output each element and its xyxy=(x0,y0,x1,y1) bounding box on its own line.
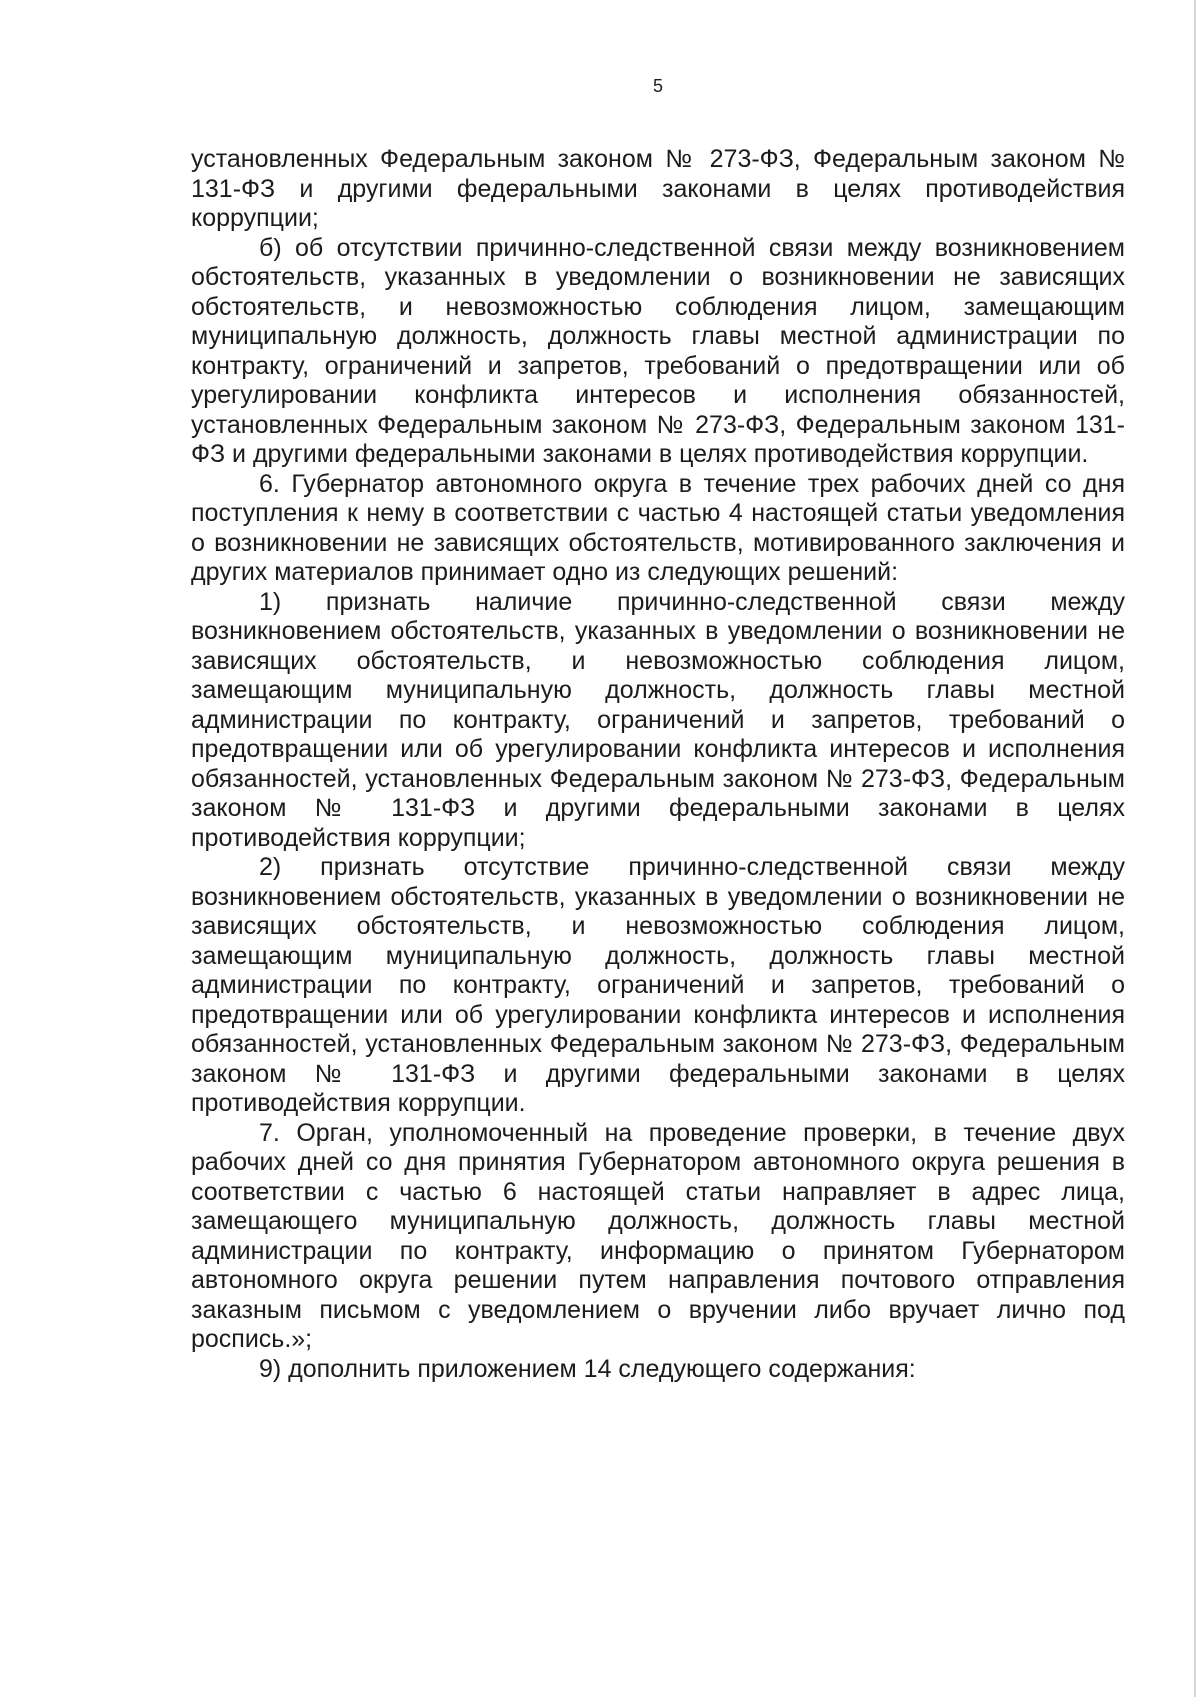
paragraph-6-1: 1) признать наличие причинно-следственной связи между возникновением обстоятельств, указанных в уведомлении о возникновении не зависящих обстоятельств, и невозможностью соблюдения лицом, замещающим муниципальную должность, должность главы местной администрации по контракту, ограничений и запретов, требований о предотвращении или об урегулировании конфликта интересов и исполнения обязанностей, установленных Федеральным законом № 273-ФЗ, Федеральным законом № 131-ФЗ и другими федеральными законами в целях противодействия коррупции; xyxy=(191,587,1125,852)
paragraph-6: 6. Губернатор автономного округа в течение трех рабочих дней со дня поступления к нему в соответствии с частью 4 настоящей статьи уведомления о возникновении не зависящих обстоятельств, мотивированного заключения и других материалов принимает одно из следующих решений: xyxy=(191,469,1125,586)
paragraph-9: 9) дополнить приложением 14 следующего содержания: xyxy=(259,1354,916,1383)
page-edge-shadow xyxy=(1194,0,1196,1697)
document-body xyxy=(191,145,1125,1384)
paragraph-6-2: 2) признать отсутствие причинно-следственной связи между возникновением обстоятельств, указанных в уведомлении о возникновении не зависящих обстоятельств, и невозможностью соблюдения лицом, замещающим муниципальную должность, должность главы местной администрации по контракту, ограничений и запретов, требований о предотвращении или об урегулировании конфликта интересов и исполнения обязанностей, установленных Федеральным законом № 273-ФЗ, Федеральным законом № 131-ФЗ и другими федеральными законами в целях противодействия коррупции. xyxy=(191,853,1125,1117)
page-number: 5 xyxy=(652,76,663,96)
paragraph-item-b: б) об отсутствии причинно-следственной связи между возникновением обстоятельств, указанных в уведомлении о возникновении не зависящих обстоятельств, и невозможностью соблюдения лицом, замещающим муниципальную должность, должность главы местной администрации по контракту, ограничений и запретов, требований о предотвращении или об урегулировании конфликта интересов и исполнения обязанностей, установленных Федеральным законом № 273-ФЗ, Федеральным законом 131-ФЗ и другими федеральными законами в целях противодействия коррупции. xyxy=(191,233,1125,468)
paragraph-continuation: установленных Федеральным законом № 273-ФЗ, Федеральным законом № 131-ФЗ и другими федеральными законами в целях противодействия коррупции; xyxy=(191,145,1125,232)
paragraph-7: 7. Орган, уполномоченный на проведение проверки, в течение двух рабочих дней со дня принятия Губернатором автономного округа решения в соответствии с частью 6 настоящей статьи направляет в адрес лица, замещающего муниципальную должность, должность главы местной администрации по контракту, информацию о принятом Губернатором автономного округа решении путем направления почтового отправления заказным письмом с уведомлением о вручении либо вручает лично под роспись.»; xyxy=(191,1118,1125,1353)
